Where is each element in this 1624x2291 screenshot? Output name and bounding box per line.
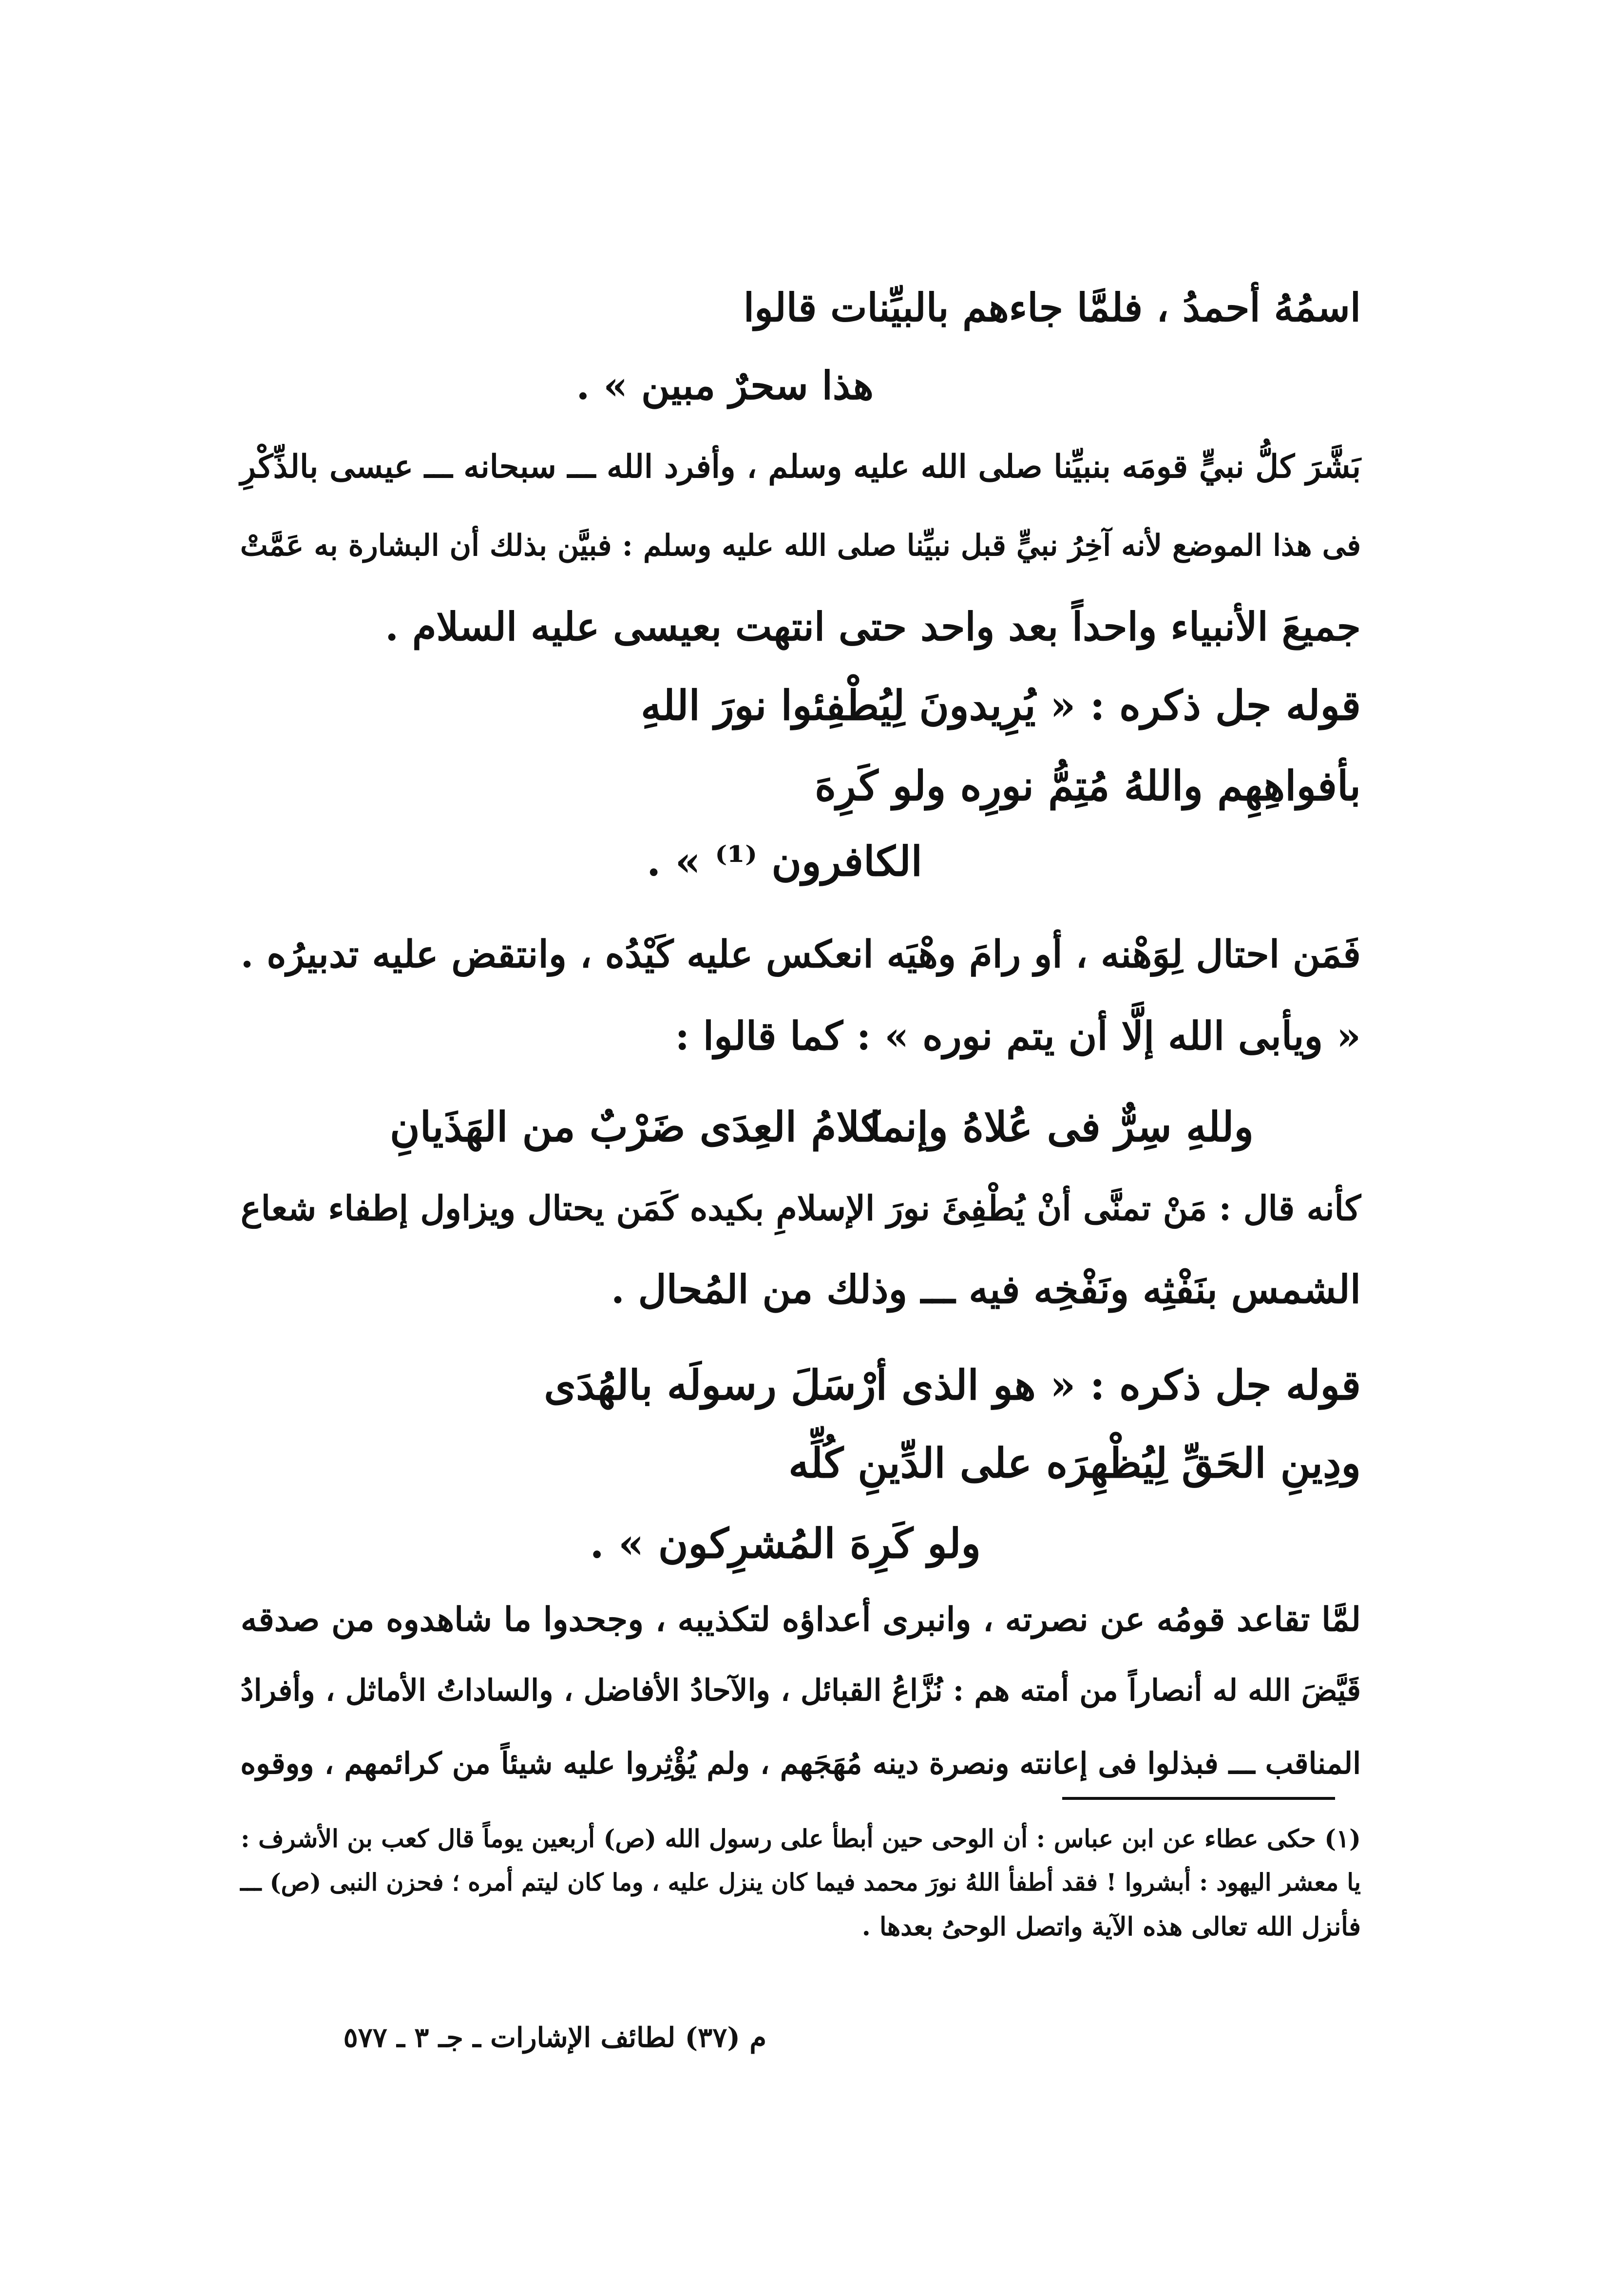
footnote-line-1: (١) حكى عطاء عن ابن عباس : أن الوحى حين أبطأ على رسول الله (ص) أربعين يوماً قال كعب بن الأشرف : [240,1824,1361,1853]
page-footer: م (٣٧) لطائف الإشارات ـ جـ ٣ ـ ٥٧٧ [343,2022,766,2054]
intro-line-2: هذا سحرٌ مبين » . [576,363,874,408]
footnote-separator [1062,1797,1335,1800]
comment1-line-1: بَشَّرَ كلُّ نبيٍّ قومَه بنبيِّنا صلى الله عليه وسلم ، وأفرد الله ـــ سبحانه ـــ عيسى بالذِّكْرِ [240,448,1361,485]
comment3-line-1: كأنه قال : مَنْ تمنَّى أنْ يُطْفِئَ نورَ الإسلامِ بكيده كَمَن يحتال ويزاول إطفاء شعاع [240,1188,1361,1228]
poem-hemistich-right: وللهِ سِرٌّ فى عُلاهُ وإنما [869,1103,1254,1151]
comment2-line-2: « ويأبى الله إلَّا أن يتم نوره » : كما قالوا : [675,1013,1361,1059]
footnote-line-3: فأنزل الله تعالى هذه الآية واتصل الوحىُ بعدها . [861,1912,1361,1942]
comment3-line-2: الشمس بنَفْثِه ونَفْخِه فيه ـــ وذلك من المُحال . [611,1266,1361,1312]
verse2-line-3: ولو كَرِهَ المُشرِكون » . [590,1519,981,1567]
verse1-line-1: قوله جل ذكره : « يُرِيدونَ لِيُطْفِئوا نورَ اللهِ [641,681,1361,729]
comment1-line-3: جميعَ الأنبياء واحداً بعد واحد حتى انتهت بعيسى عليه السلام . [385,604,1361,649]
footnote-line-2: يا معشر اليهود : أبشروا ! فقد أطفأ اللهُ نورَ محمد فيما كان ينزل عليه ، وما كان ليتم أمره ؛ فحزن النبى (ص) ـــ [240,1868,1361,1896]
verse1-line-3: الكافرون ⁽¹⁾ » . [647,837,922,885]
comment1-line-2: فى هذا الموضع لأنه آخِرُ نبيٍّ قبل نبيِّنا صلى الله عليه وسلم : فبيَّن بذلك أن البشارة به عَمَّتْ [240,528,1361,563]
comment4-line-1: لمَّا تقاعد قومُه عن نصرته ، وانبرى أعداؤه لتكذيبه ، وجحدوا ما شاهدوه من صدقه [240,1600,1361,1639]
verse2-line-2: ودِينِ الحَقِّ لِيُظْهِرَه على الدِّينِ كُلِّه [788,1439,1361,1487]
verse2-line-1: قوله جل ذكره : « هو الذى أرْسَلَ رسولَه بالهُدَى [544,1361,1361,1409]
poem-hemistich-left: كلامُ العِدَى ضَرْبٌ من الهَذَيانِ [390,1103,880,1151]
verse1-line-2: بأفواهِهِم واللهُ مُتِمُّ نورِه ولو كَرِهَ [815,762,1361,810]
comment4-line-3: المناقب ـــ فبذلوا فى إعانته ونصرة دينه مُهَجَهم ، ولم يُؤْثِروا عليه شيئاً من كرائمهم ، ووقوه [240,1746,1361,1781]
comment2-line-1: فَمَن احتال لِوَهْنه ، أو رامَ وهْيَه انعكس عليه كَيْدُه ، وانتقض عليه تدبيرُه . [240,933,1361,976]
comment4-line-2: قَيَّضَ الله له أنصاراً من أمته هم : نُزَّاعُ القبائل ، والآحادُ الأفاضل ، والساداتُ الأماثل ، وأفرادُ [240,1673,1361,1708]
intro-line-1: اسمُهُ أحمدُ ، فلمَّا جاءهم بالبيِّنات قالوا [743,285,1361,330]
